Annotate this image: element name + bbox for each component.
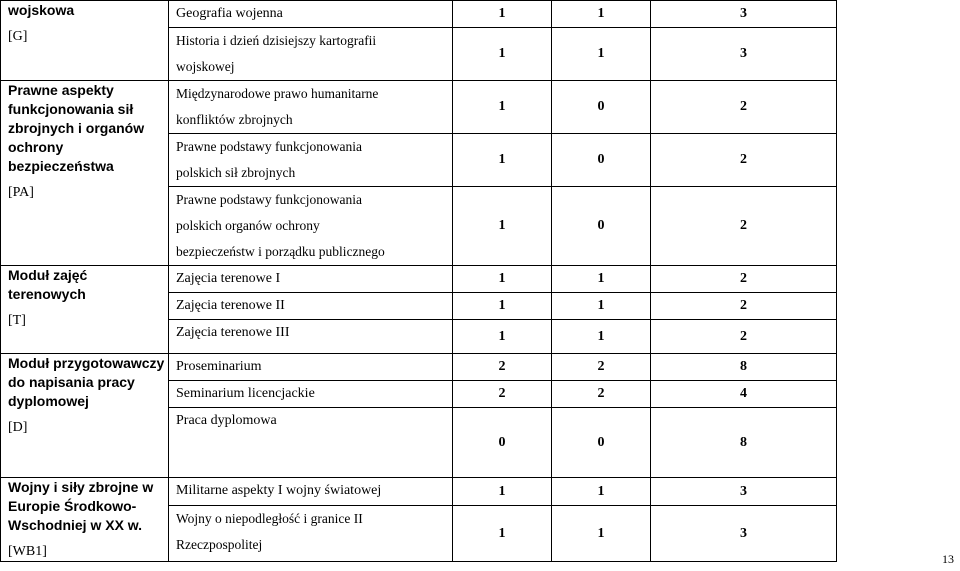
value-b: 2	[597, 386, 605, 401]
subject-cell	[169, 408, 453, 478]
value-cell-b	[552, 354, 651, 381]
subject-cell	[169, 81, 453, 134]
value-cell-a	[453, 266, 552, 293]
value-b: 0	[597, 152, 605, 167]
subject-line: Geografia wojenna	[176, 6, 283, 21]
module-cell	[1, 266, 169, 354]
subject-line: bezpieczeństw i porządku publicznego	[176, 244, 385, 259]
value-c: 2	[740, 152, 747, 167]
value-a: 1	[498, 525, 506, 541]
value-cell-b	[552, 478, 651, 506]
value-cell-c	[651, 81, 837, 134]
value-cell-a	[453, 320, 552, 354]
value-cell-b	[552, 81, 651, 134]
subject-line: Proseminarium	[176, 359, 262, 374]
subject-line: Seminarium licencjackie	[176, 386, 315, 401]
value-b: 1	[597, 298, 605, 313]
subject-line: Prawne podstawy funkcjonowania	[176, 139, 362, 154]
subject-cell	[169, 266, 453, 293]
value-cell-a	[453, 478, 552, 506]
value-a: 1	[498, 99, 506, 114]
module-title: Moduł zajęć terenowych	[8, 267, 88, 302]
value-b: 0	[597, 99, 605, 114]
value-cell-c	[651, 293, 837, 320]
value-a: 1	[498, 218, 506, 233]
value-cell-c	[651, 28, 837, 81]
subject-line: Historia i dzień dzisiejszy kartografii	[176, 33, 377, 48]
value-c: 2	[740, 218, 747, 233]
page-number: 13	[942, 552, 954, 566]
table-row	[1, 266, 837, 293]
subject-line: Zajęcia terenowe III	[176, 325, 290, 340]
module-code: [G]	[8, 29, 28, 44]
subject-line: Wojny o niepodległość i granice II	[176, 511, 363, 527]
value-b: 1	[597, 525, 605, 541]
value-cell-a	[453, 408, 552, 478]
value-cell-c	[651, 381, 837, 408]
value-b: 1	[597, 271, 605, 286]
value-cell-c	[651, 408, 837, 478]
value-c: 4	[740, 386, 747, 401]
module-code: [PA]	[8, 185, 34, 200]
value-cell-a	[453, 187, 552, 266]
value-cell-b	[552, 1, 651, 28]
module-cell	[1, 1, 169, 81]
module-code: [T]	[8, 313, 26, 328]
subject-line: polskich organów ochrony	[176, 218, 320, 233]
subject-line: Praca dyplomowa	[176, 413, 277, 428]
value-b: 2	[597, 359, 605, 374]
value-a: 2	[498, 386, 506, 401]
module-code: [D]	[8, 420, 28, 435]
value-c: 3	[740, 6, 747, 21]
value-cell-a	[453, 354, 552, 381]
value-a: 1	[498, 152, 506, 167]
subject-cell	[169, 478, 453, 506]
table-row	[1, 478, 837, 506]
value-b: 1	[597, 328, 605, 344]
value-cell-b	[552, 293, 651, 320]
value-a: 1	[498, 298, 506, 313]
value-a: 1	[498, 46, 506, 61]
value-c: 3	[740, 483, 747, 499]
subject-line: Międzynarodowe prawo humanitarne	[176, 86, 379, 101]
value-cell-c	[651, 320, 837, 354]
value-cell-c	[651, 266, 837, 293]
value-cell-c	[651, 134, 837, 187]
value-c: 8	[740, 434, 747, 450]
value-cell-a	[453, 1, 552, 28]
module-title: wojskowa	[8, 2, 75, 18]
value-c: 2	[740, 298, 747, 313]
subject-line: Rzeczpospolitej	[176, 537, 263, 553]
module-cell	[1, 354, 169, 478]
subject-line: wojskowej	[176, 59, 235, 74]
subject-cell	[169, 381, 453, 408]
value-a: 1	[498, 271, 506, 286]
value-c: 8	[740, 359, 747, 374]
value-b: 0	[597, 434, 605, 450]
subject-line: polskich sił zbrojnych	[176, 165, 296, 180]
subject-cell	[169, 187, 453, 266]
value-c: 2	[740, 328, 747, 344]
subject-cell	[169, 354, 453, 381]
subject-cell	[169, 1, 453, 28]
value-cell-b	[552, 506, 651, 562]
value-cell-b	[552, 381, 651, 408]
value-cell-b	[552, 266, 651, 293]
value-cell-c	[651, 354, 837, 381]
value-a: 1	[498, 6, 506, 21]
value-b: 1	[597, 46, 605, 61]
value-cell-b	[552, 134, 651, 187]
value-cell-c	[651, 1, 837, 28]
value-cell-c	[651, 506, 837, 562]
subject-line: konfliktów zbrojnych	[176, 112, 293, 127]
subject-cell	[169, 293, 453, 320]
value-cell-a	[453, 506, 552, 562]
subject-line: Prawne podstawy funkcjonowania	[176, 192, 362, 207]
value-a: 1	[498, 328, 506, 344]
value-cell-a	[453, 28, 552, 81]
module-title: Wojny i siły zbrojne w Europie Środkowo-Wschodniej w XX w.	[8, 479, 154, 533]
value-cell-b	[552, 408, 651, 478]
value-cell-c	[651, 187, 837, 266]
module-code: [WB1]	[8, 544, 47, 559]
value-cell-a	[453, 293, 552, 320]
subject-cell	[169, 320, 453, 354]
value-c: 3	[740, 525, 747, 541]
value-c: 2	[740, 99, 747, 114]
value-cell-a	[453, 134, 552, 187]
value-c: 2	[740, 271, 747, 286]
value-cell-a	[453, 81, 552, 134]
value-a: 2	[498, 359, 506, 374]
table-row	[1, 1, 837, 28]
subject-line: Zajęcia terenowe I	[176, 271, 281, 286]
module-title: Moduł przygotowawczy do napisania pracy dyplomowej	[8, 355, 165, 409]
module-cell	[1, 81, 169, 266]
value-b: 0	[597, 218, 605, 233]
module-title: Prawne aspekty funkcjonowania sił zbrojnych i organów ochrony bezpieczeństwa	[8, 82, 145, 174]
subject-line: Militarne aspekty I wojny światowej	[176, 483, 382, 498]
value-cell-b	[552, 28, 651, 81]
subject-line: Zajęcia terenowe II	[176, 298, 285, 313]
value-b: 1	[597, 483, 605, 499]
table-row	[1, 81, 837, 134]
value-b: 1	[597, 6, 605, 21]
module-cell	[1, 478, 169, 562]
subject-cell	[169, 28, 453, 81]
value-cell-a	[453, 381, 552, 408]
subject-cell	[169, 506, 453, 562]
value-cell-b	[552, 320, 651, 354]
value-a: 0	[498, 434, 506, 450]
value-cell-b	[552, 187, 651, 266]
value-a: 1	[498, 483, 506, 499]
value-cell-c	[651, 478, 837, 506]
value-c: 3	[740, 46, 747, 61]
table-row	[1, 354, 837, 381]
subject-cell	[169, 134, 453, 187]
